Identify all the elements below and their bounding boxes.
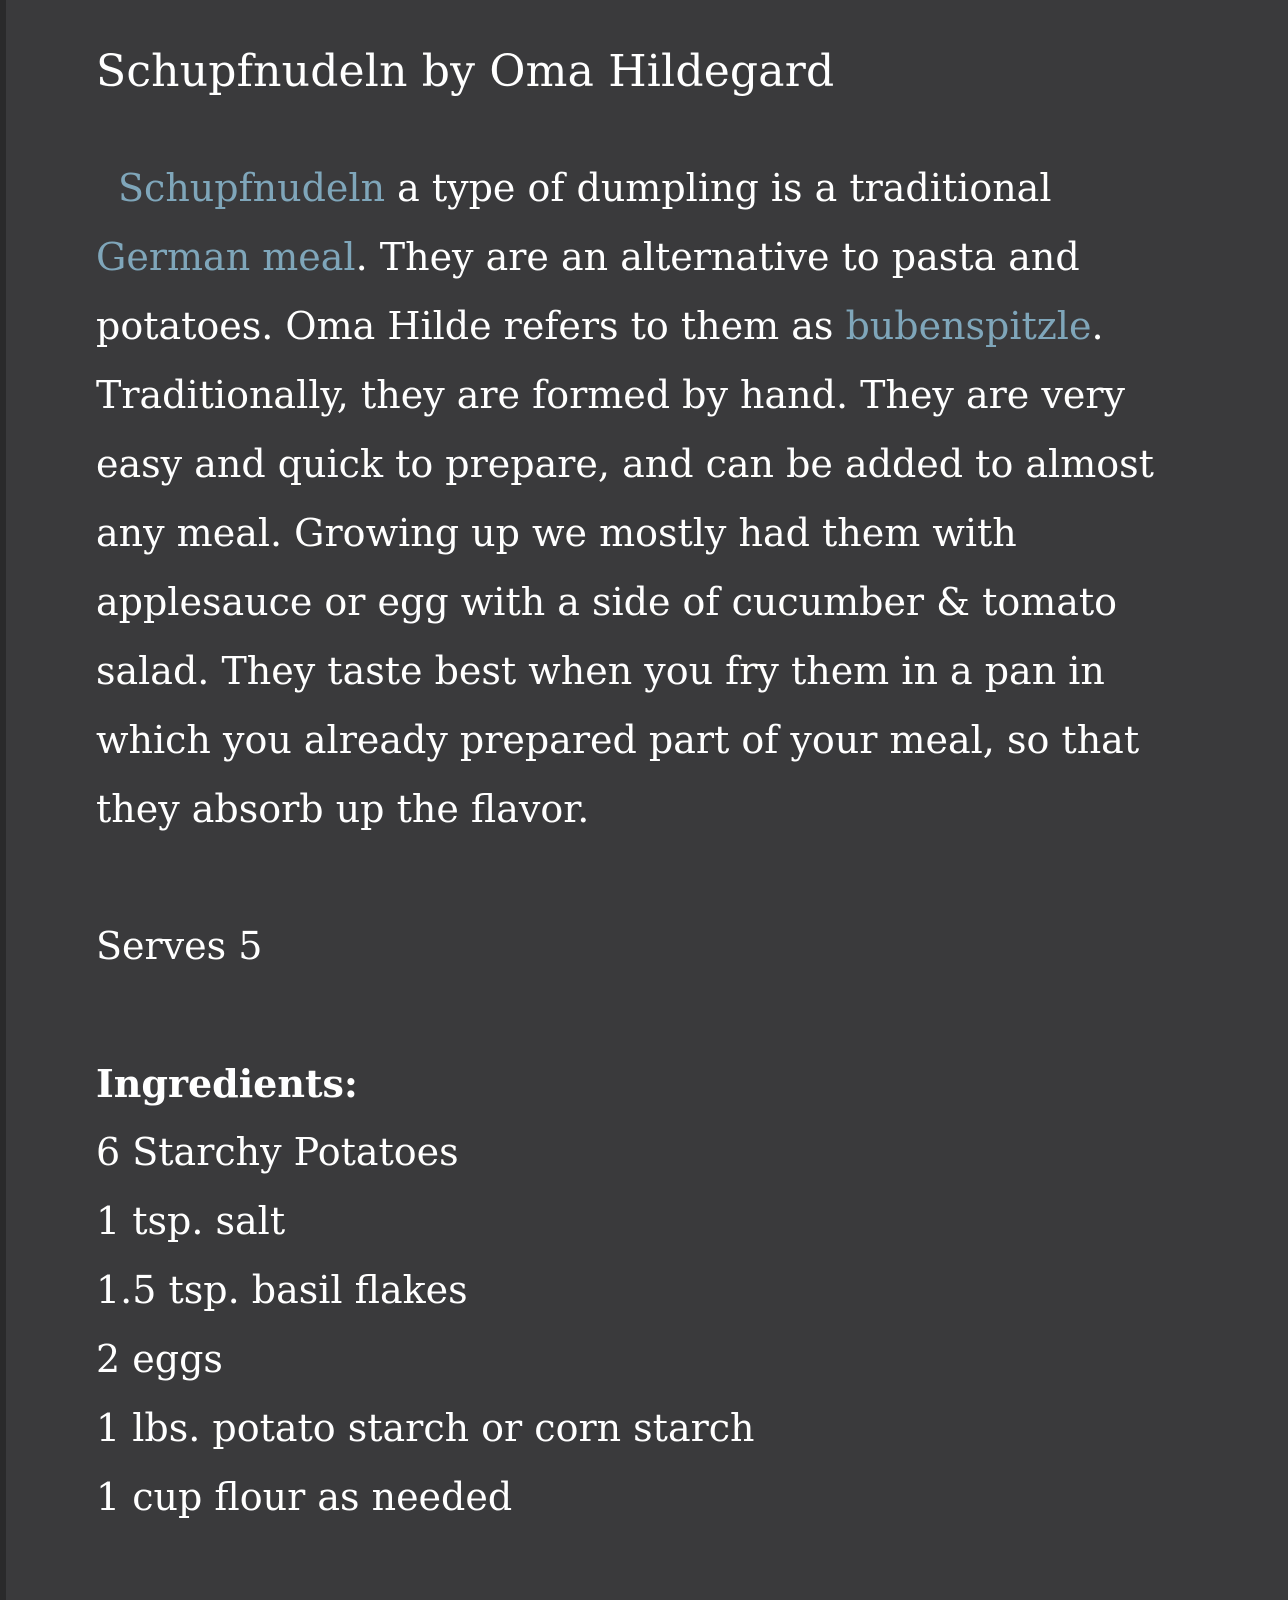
intro-text-2: . They are an alternative to pasta and potatoes. Oma Hilde refers to them as <box>96 235 1080 348</box>
ingredient-item: 1 cup flour as needed <box>96 1475 513 1519</box>
ingredients-list <box>96 1118 1176 1532</box>
ingredients-heading: Ingredients: <box>96 1061 358 1106</box>
bubenspitzle-link[interactable]: bubenspitzle <box>845 304 1092 348</box>
ingredient-item: 1 tsp. salt <box>96 1199 286 1243</box>
ingredient-item: 1 lbs. potato starch or corn starch <box>96 1406 755 1450</box>
ingredient-item: 6 Starchy Potatoes <box>96 1130 459 1174</box>
german-meal-link[interactable]: German meal <box>96 235 356 279</box>
intro-text-1: a type of dumpling is a traditional <box>385 166 1052 210</box>
ingredient-item: 1.5 tsp. basil flakes <box>96 1268 468 1312</box>
schupfnudeln-link[interactable]: Schupfnudeln <box>118 166 386 210</box>
recipe-title: Schupfnudeln by Oma Hildegard <box>96 46 835 97</box>
left-edge-shadow <box>0 0 6 1600</box>
recipe-article <box>96 38 1176 1532</box>
serves-text: Serves 5 <box>96 924 263 968</box>
intro-text-3: . Traditionally, they are formed by hand. They are very easy and quick to prepare, and can be added to almost any meal. Growing up we mostly had them with applesauce or egg with a side of cucumber & tomato salad. They taste best when you fry them in a pan in which you already prepared part of your meal, so that they absorb up the flavor. <box>96 304 1154 831</box>
ingredient-item: 2 eggs <box>96 1337 223 1381</box>
intro-paragraph <box>96 154 1176 844</box>
